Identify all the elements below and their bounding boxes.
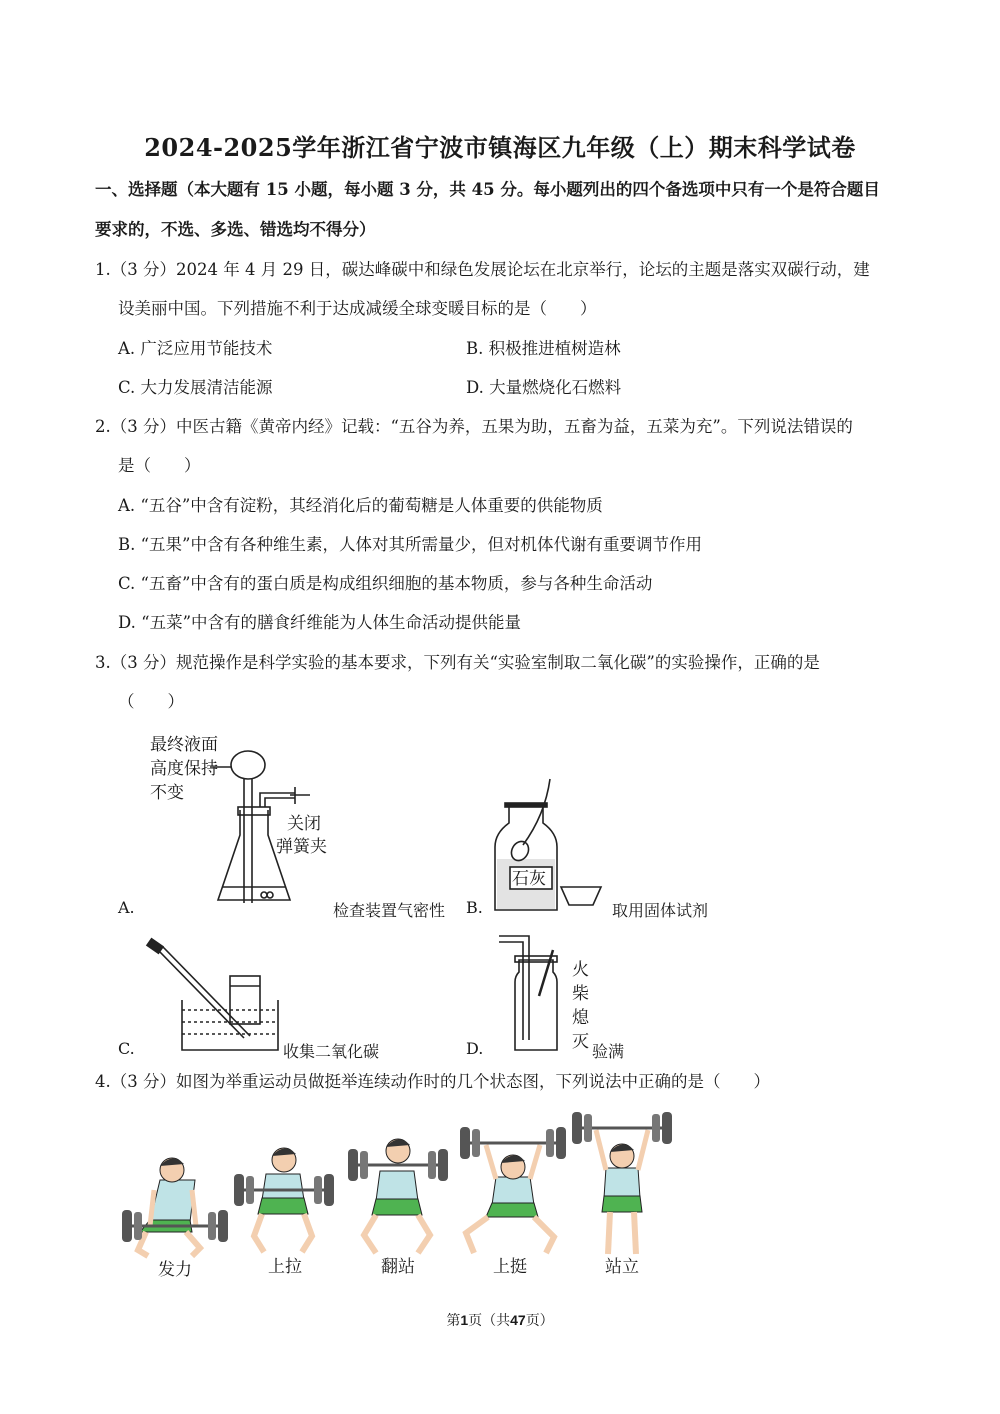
- q3-caption-c: 收集二氧化碳: [283, 1042, 380, 1061]
- figure-c-collection: [148, 940, 288, 1055]
- stage-label-shangla: 上拉: [268, 1257, 302, 1277]
- figA-label-line3: 不变: [150, 783, 184, 803]
- footer-suffix: 页）: [525, 1313, 554, 1329]
- stage-label-shangting: 上挺: [493, 1257, 527, 1277]
- q3-caption-a: 检查装置气密性: [333, 901, 446, 920]
- footer-mid: 页（共: [468, 1313, 511, 1329]
- q1-option-a: A. 广泛应用节能技术: [118, 339, 273, 358]
- figD-label-3: 熄: [572, 1008, 589, 1028]
- page-footer: [0, 1310, 1000, 1330]
- footer-page-number: 1: [460, 1312, 469, 1328]
- q3-letter-d: D.: [466, 1039, 484, 1058]
- footer-prefix: 第: [446, 1313, 461, 1329]
- stage-label-zhanli: 站立: [605, 1257, 639, 1277]
- section-heading-line2: 要求的，不选、多选、错选均不得分）: [95, 220, 376, 239]
- q3-caption-d: 验满: [592, 1042, 625, 1061]
- q4-stem: 4.（3 分）如图为举重运动员做挺举连续动作时的几个状态图，下列说法中正确的是（ ）: [95, 1072, 770, 1091]
- figA-clip-label1: 关闭: [287, 814, 321, 834]
- figD-label-2: 柴: [572, 984, 589, 1004]
- q1-stem-line1: 1.（3 分）2024 年 4 月 29 日，碳达峰碳中和绿色发展论坛在北京举行，论坛的主题是落实双碳行动，建: [95, 260, 870, 279]
- figD-label-4: 灭: [572, 1032, 589, 1052]
- figure-b-reagent-bottle: [495, 775, 615, 915]
- figure-a-flask: [200, 735, 330, 915]
- q2-option-d: D. “五菜”中含有的膳食纤维能为人体生命活动提供能量: [118, 613, 522, 632]
- exam-title: 2024-2025学年浙江省宁波市镇海区九年级（上）期末科学试卷: [144, 133, 856, 162]
- q1-option-c: C. 大力发展清洁能源: [118, 378, 273, 397]
- q3-stem-line2: （ ）: [118, 692, 184, 711]
- q1-option-d: D. 大量燃烧化石燃料: [466, 378, 622, 397]
- figA-label-line1: 最终液面: [150, 735, 218, 755]
- q3-letter-c: C.: [118, 1039, 135, 1058]
- figD-label-1: 火: [572, 960, 589, 980]
- q2-option-c: C. “五畜”中含有的蛋白质是构成组织细胞的基本物质，参与各种生命活动: [118, 574, 653, 593]
- figB-label: 石灰: [512, 869, 546, 889]
- figA-clip-label2: 弹簧夹: [276, 837, 327, 857]
- figA-label-line2: 高度保持: [150, 759, 218, 779]
- lifter-stage-shangla: [232, 1140, 337, 1260]
- section-heading-line1: 一、选择题（本大题有 15 小题，每小题 3 分，共 45 分。每小题列出的四个备选项中只有一个是符合题目: [95, 180, 880, 199]
- q1-stem-line2: 设美丽中国。下列措施不利于达成减缓全球变暖目标的是（ ）: [118, 299, 597, 318]
- q2-option-b: B. “五果”中含有各种维生素，人体对其所需量少，但对机体代谢有重要调节作用: [118, 535, 702, 554]
- q1-option-b: B. 积极推进植树造林: [466, 339, 621, 358]
- q2-option-a: A. “五谷”中含有淀粉，其经消化后的葡萄糖是人体重要的供能物质: [118, 496, 603, 515]
- q3-stem-line1: 3.（3 分）规范操作是科学实验的基本要求，下列有关“实验室制取二氧化碳”的实验操作，正确的是: [95, 653, 820, 672]
- q3-caption-b: 取用固体试剂: [612, 901, 709, 920]
- footer-total-pages: 47: [510, 1312, 526, 1328]
- stage-label-fanzhan: 翻站: [381, 1257, 415, 1277]
- q3-letter-a: A.: [118, 898, 135, 917]
- figure-d-gas-bottle: [495, 930, 575, 1055]
- lifter-stage-fali: [120, 1140, 230, 1260]
- q2-stem-line1: 2.（3 分）中医古籍《黄帝内经》记载：“五谷为养，五果为助，五畜为益，五菜为充”。下列说法错误的: [95, 417, 853, 436]
- lifter-stage-zhanli: [570, 1108, 675, 1260]
- stage-label-fali: 发力: [158, 1260, 192, 1280]
- q2-stem-line2: 是（ ）: [118, 456, 201, 475]
- lifter-stage-shangting: [458, 1125, 568, 1260]
- lifter-stage-fanzhan: [346, 1135, 451, 1260]
- q3-letter-b: B.: [466, 898, 483, 917]
